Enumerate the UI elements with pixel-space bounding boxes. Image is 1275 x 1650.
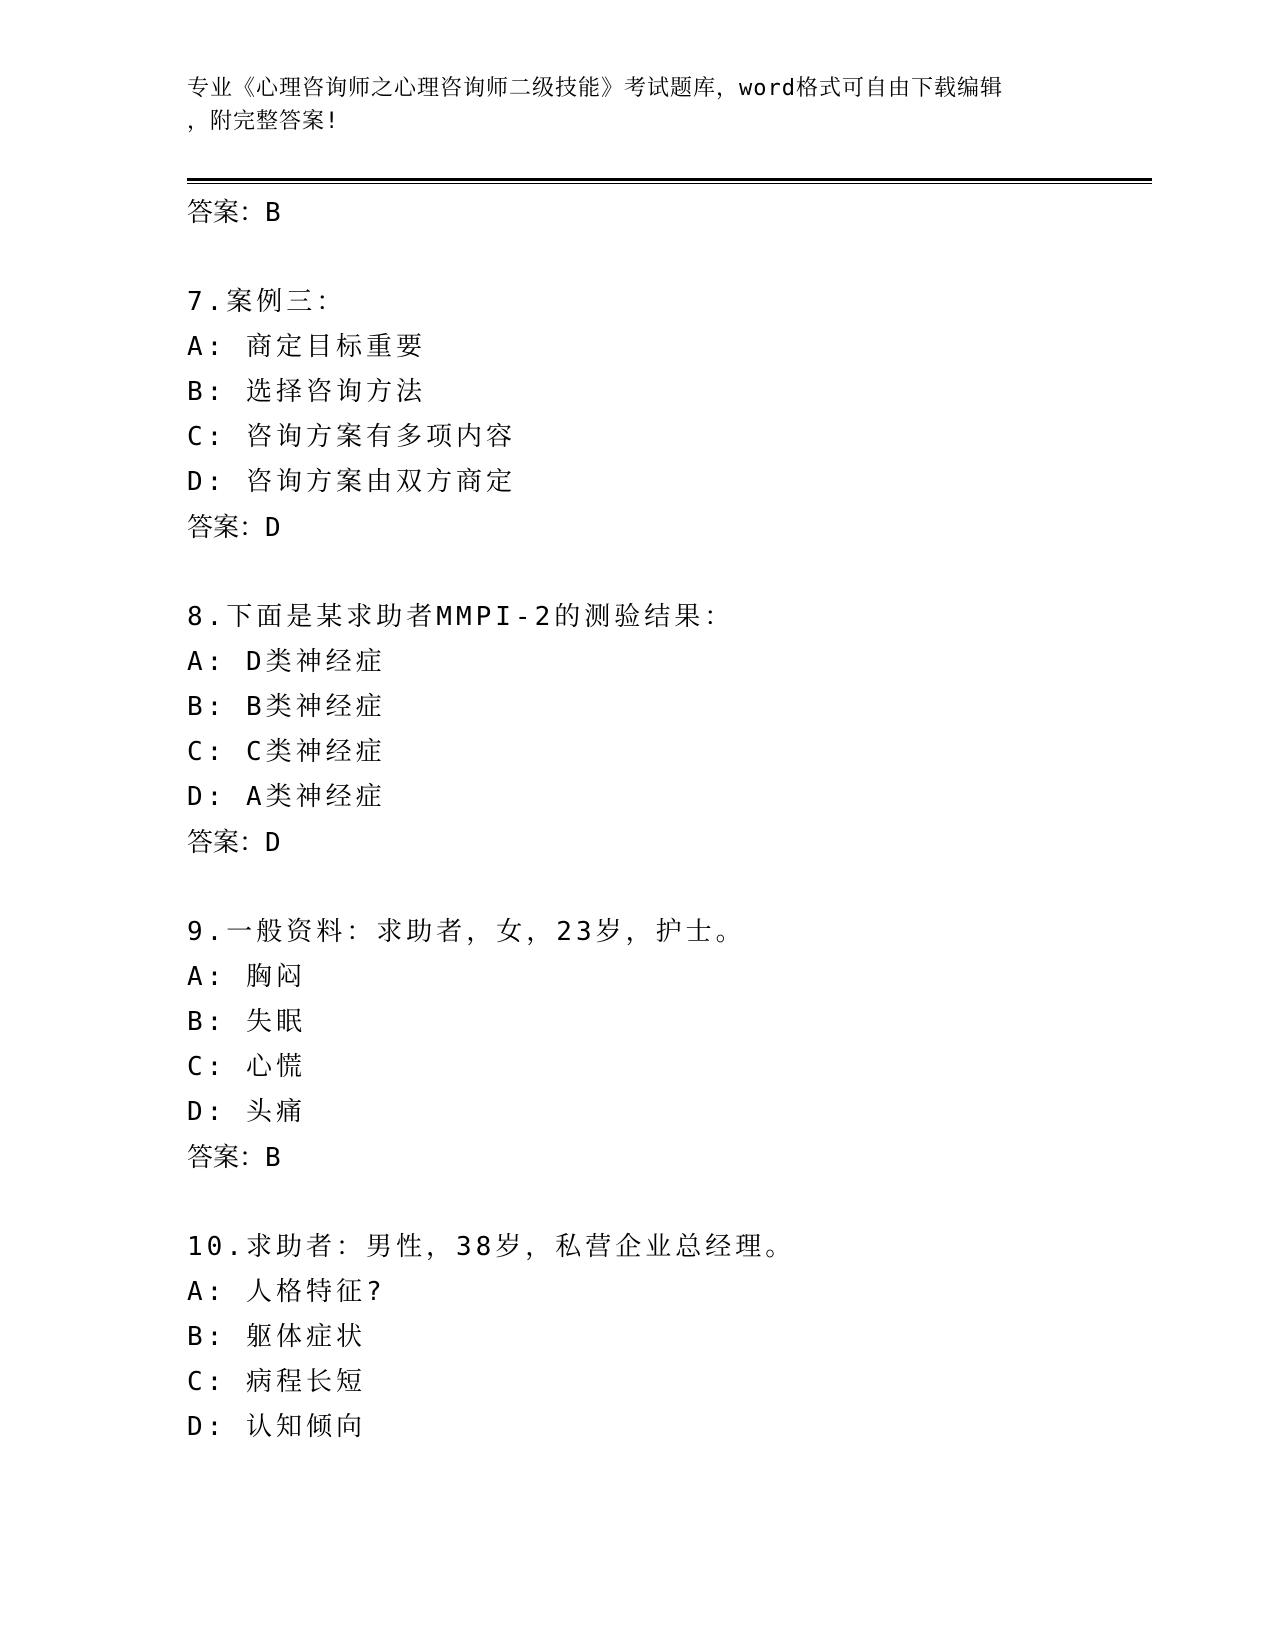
option-a: A: 人格特征?: [187, 1277, 386, 1307]
option-a: A: D类神经症: [187, 647, 386, 677]
question-9: [187, 910, 1152, 1181]
document-header: [187, 72, 1087, 138]
question-title: 8.下面是某求助者MMPI-2的测验结果：: [187, 602, 735, 632]
question-7: [187, 280, 1152, 551]
question-10: [187, 1225, 1152, 1450]
answer-line: 答案：B: [187, 198, 281, 228]
answer-line: 答案：D: [187, 828, 281, 858]
option-c: C: 心慌: [187, 1052, 306, 1082]
header-divider-thin: [187, 183, 1152, 184]
answer-line: 答案：D: [187, 513, 281, 543]
option-b: B: 失眠: [187, 1007, 306, 1037]
question-title: 9.一般资料：求助者，女，23岁，护士。: [187, 917, 746, 947]
question-title: 10.求助者：男性，38岁，私营企业总经理。: [187, 1232, 796, 1262]
header-divider-thick: [187, 178, 1152, 181]
option-d: D: A类神经症: [187, 782, 386, 812]
question-list: [187, 190, 1152, 1450]
header-line-2: ，附完整答案!: [187, 109, 340, 134]
option-c: C: 咨询方案有多项内容: [187, 422, 516, 452]
option-a: A: 商定目标重要: [187, 332, 426, 362]
option-d: D: 咨询方案由双方商定: [187, 467, 516, 497]
option-b: B: B类神经症: [187, 692, 386, 722]
option-b: B: 躯体症状: [187, 1322, 366, 1352]
question-title: 7.案例三：: [187, 287, 347, 317]
header-line-1: 专业《心理咨询师之心理咨询师二级技能》考试题库，word格式可自由下载编辑: [187, 76, 1003, 101]
option-c: C: C类神经症: [187, 737, 386, 767]
option-b: B: 选择咨询方法: [187, 377, 426, 407]
question-8: [187, 595, 1152, 866]
answer-line: 答案：B: [187, 1143, 281, 1173]
option-c: C: 病程长短: [187, 1367, 366, 1397]
option-a: A: 胸闷: [187, 962, 306, 992]
option-d: D: 头痛: [187, 1097, 306, 1127]
option-d: D: 认知倾向: [187, 1412, 366, 1442]
